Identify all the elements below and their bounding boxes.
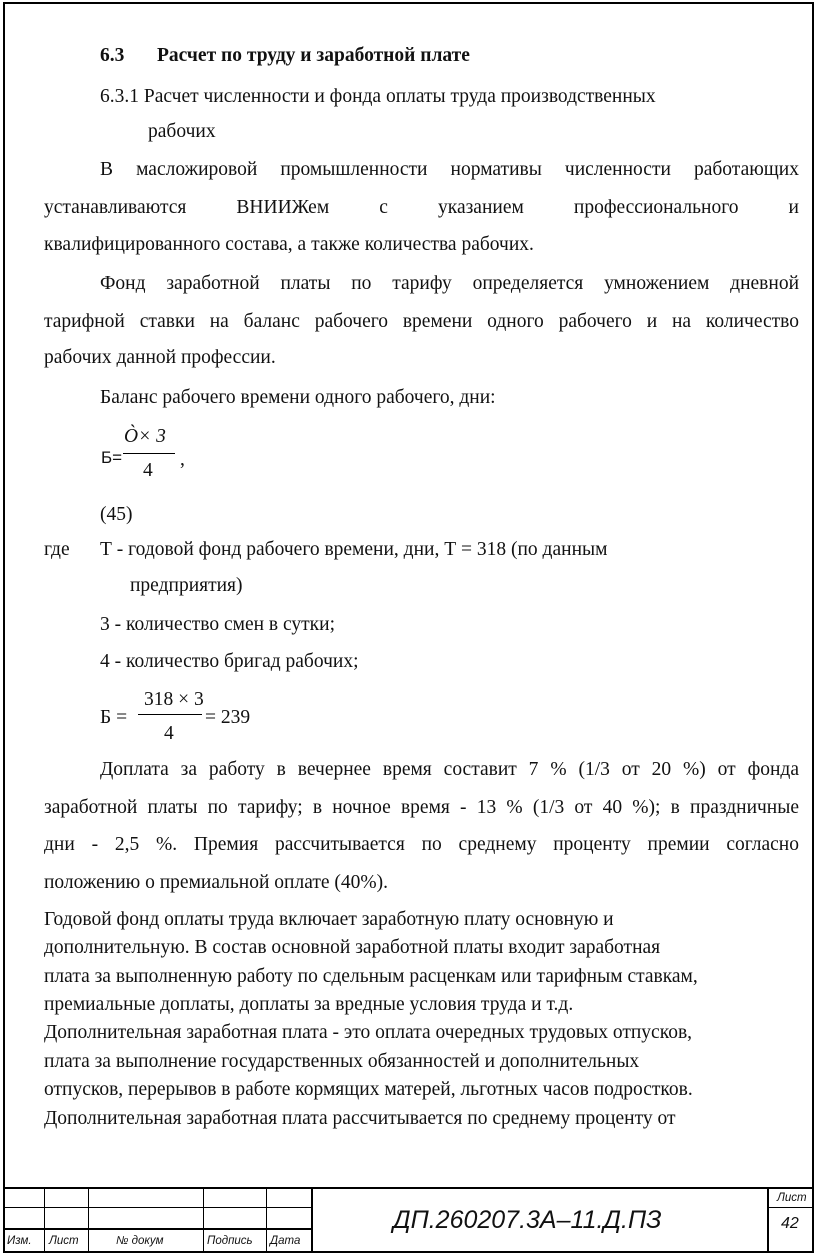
para1-line: В масложировой промышленности нормативы численности работающих [100,159,799,180]
para4-line: плата за выполнение государственных обязанностей и дополнительных [44,1051,640,1072]
stamp-col-line [44,1187,45,1251]
para2-line: Фонд заработной платы по тарифу определяется умножением дневной [100,273,799,294]
title-block [3,1187,814,1253]
para3-line: дни - 2,5 %. Премия рассчитывается по среднему проценту премии согласно [44,834,799,855]
document-code: ДП.260207.3А–11.Д.ПЗ [393,1206,662,1234]
para3-line: положению о премиальной оплате (40%). [44,872,389,893]
formula2-denominator: 4 [164,723,174,744]
para4-line: Годовой фонд оплаты труда включает заработную плату основную и [44,909,614,930]
formula1-numerator: Ò× 3 [124,426,166,447]
stamp-top-border [3,1187,812,1189]
formula1-fraction-bar [123,453,175,454]
where-three: 3 - количество смен в сутки; [100,614,335,635]
formula1-denominator: 4 [143,460,153,481]
sheet-number: 42 [781,1215,799,1232]
stamp-sheet-line [768,1207,812,1208]
para4-line: отпусков, перерывов в работе кормящих матерей, льготных часов подростков. [44,1079,693,1100]
para2-line: тарифной ставки на баланс рабочего времени одного рабочего и на количество [44,311,799,332]
para4-line: плата за выполненную работу по сдельным расценкам или тарифным ставкам, [44,966,698,987]
para4-line: премиальные доплаты, доплаты за вредные условия труда и т.д. [44,994,574,1015]
stamp-col-line [767,1187,769,1251]
para4-line: Дополнительная заработная плата рассчитывается по среднему проценту от [44,1108,676,1129]
formula2-numerator: 318 × 3 [144,689,204,710]
formula1-number: (45) [100,504,133,525]
para4-line: Дополнительная заработная плата - это оплата очередных трудовых отпусков, [44,1022,693,1043]
para1-line: устанавливаются ВНИИЖем с указанием профессионального и [44,197,799,218]
sheet-label: Лист [777,1192,807,1204]
formula2-fraction-bar [138,714,202,715]
para1-line: квалифицированного состава, а также количества рабочих. [44,234,534,255]
where-t-line1: Т - годовой фонд рабочего времени, дни, Т = 318 (по данным [100,539,608,560]
stamp-col-izm: Изм. [7,1235,32,1247]
para4-line: дополнительную. В состав основной заработной платы входит заработная [44,937,661,958]
balance-intro: Баланс рабочего времени одного рабочего, дни: [100,387,496,408]
subsection-title-line1: 6.3.1 Расчет численности и фонда оплаты труда производственных [100,86,656,107]
stamp-col-line [88,1187,89,1251]
stamp-col-sign: Подпись [207,1235,253,1247]
stamp-col-line [266,1187,267,1251]
where-t-line2: предприятия) [130,575,243,596]
subsection-title-line2: рабочих [148,121,216,142]
stamp-col-doc: № докум [116,1235,164,1247]
para2-line: рабочих данной профессии. [44,347,276,368]
formula1-lhs: Б= [101,448,123,467]
section-title: Расчет по труду и заработной плате [157,45,470,66]
stamp-col-line [203,1187,204,1251]
para3-line: заработной платы по тарифу; в ночное время - 13 % (1/3 от 40 %); в праздничные [44,797,799,818]
stamp-col-date: Дата [270,1235,301,1247]
stamp-col-line [311,1187,313,1251]
para3-line: Доплата за работу в вечернее время составит 7 % (1/3 от 20 %) от фонда [100,759,799,780]
formula2-lhs: Б = [100,707,128,728]
section-number: 6.3 [100,45,125,66]
stamp-col-list: Лист [49,1235,79,1247]
where-label: где [44,539,70,560]
formula1-comma: , [180,449,185,470]
where-four: 4 - количество бригад рабочих; [100,651,359,672]
formula2-result: = 239 [205,707,251,728]
